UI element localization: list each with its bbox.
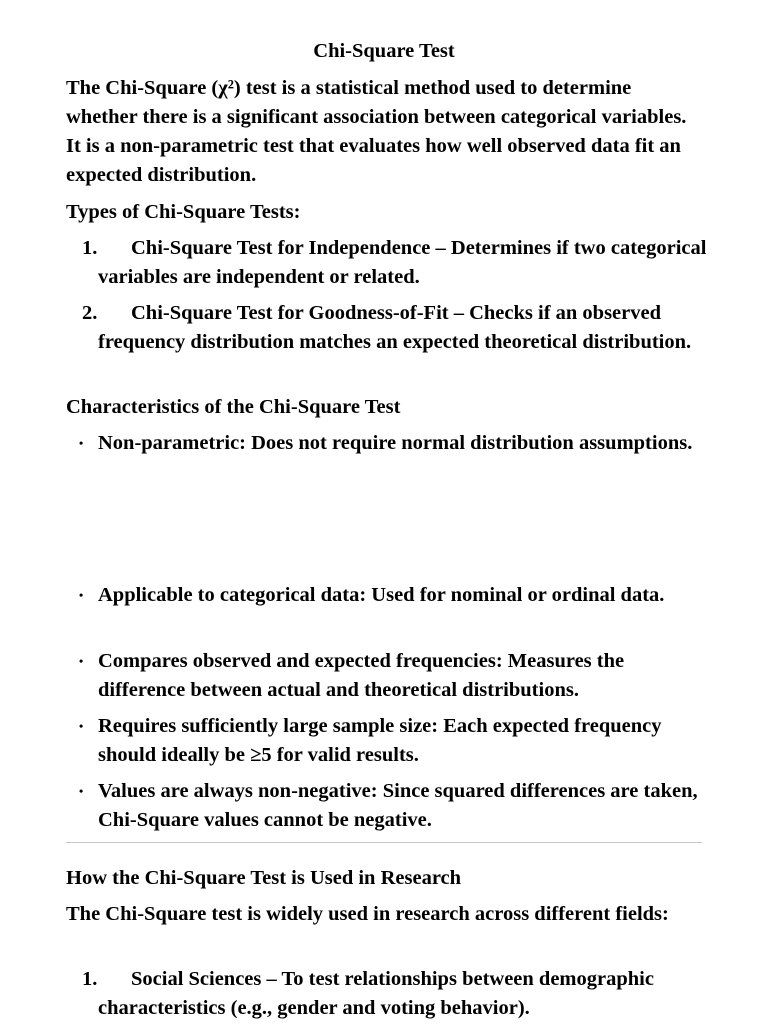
bullet-list-item	[79, 712, 708, 770]
types-heading: Types of Chi-Square Tests:	[66, 201, 301, 223]
bullet-list-item	[79, 777, 708, 835]
bullet-list-item	[79, 581, 708, 610]
research-intro: The Chi-Square test is widely used in research across different fields:	[66, 903, 669, 925]
research-heading: How the Chi-Square Test is Used in Research	[66, 867, 462, 889]
list-item-text: Social Sciences – To test relationships between demographic characteristics (e.g., gender and voting behavior).	[98, 968, 654, 1019]
bullet-icon: •	[79, 436, 84, 450]
section-divider	[66, 842, 702, 843]
bullet-list-item	[79, 429, 708, 458]
intro-text: The Chi-Square (χ²) test is a statistical method used to determine whether there is a significant association between categorical variables. It is a non-parametric test that evaluates how well observed data fit an expected distribution.	[66, 77, 687, 186]
bullet-list-item	[79, 647, 708, 705]
list-item-text: Compares observed and expected frequencies: Measures the difference between actual and theoretical distributions.	[98, 650, 625, 701]
intro-paragraph	[66, 74, 706, 190]
list-item-text: Chi-Square Test for Independence – Determines if two categorical variables are independent or related.	[98, 237, 707, 288]
list-item-text: Non-parametric: Does not require normal distribution assumptions.	[98, 432, 693, 454]
bullet-icon: •	[79, 654, 84, 668]
bullet-icon: •	[79, 784, 84, 798]
bullet-icon: •	[79, 719, 84, 733]
document-title: Chi-Square Test	[313, 40, 455, 62]
types-list-item	[82, 234, 708, 292]
bullet-icon: •	[79, 588, 84, 602]
list-item-text: Values are always non-negative: Since squared differences are taken, Chi-Square values cannot be negative.	[98, 780, 698, 831]
list-number: 2.	[82, 302, 98, 324]
list-item-text: Chi-Square Test for Goodness-of-Fit – Checks if an observed frequency distribution matches an expected theoretical distribution.	[98, 302, 692, 353]
list-number: 1.	[82, 237, 98, 259]
list-item-text: Applicable to categorical data: Used for nominal or ordinal data.	[98, 584, 665, 606]
list-item-text: Requires sufficiently large sample size: Each expected frequency should ideally be ≥5 for valid results.	[98, 715, 662, 766]
list-number: 1.	[82, 968, 98, 990]
research-list-item	[82, 965, 708, 1023]
characteristics-heading: Characteristics of the Chi-Square Test	[66, 396, 401, 418]
types-list-item	[82, 299, 708, 357]
